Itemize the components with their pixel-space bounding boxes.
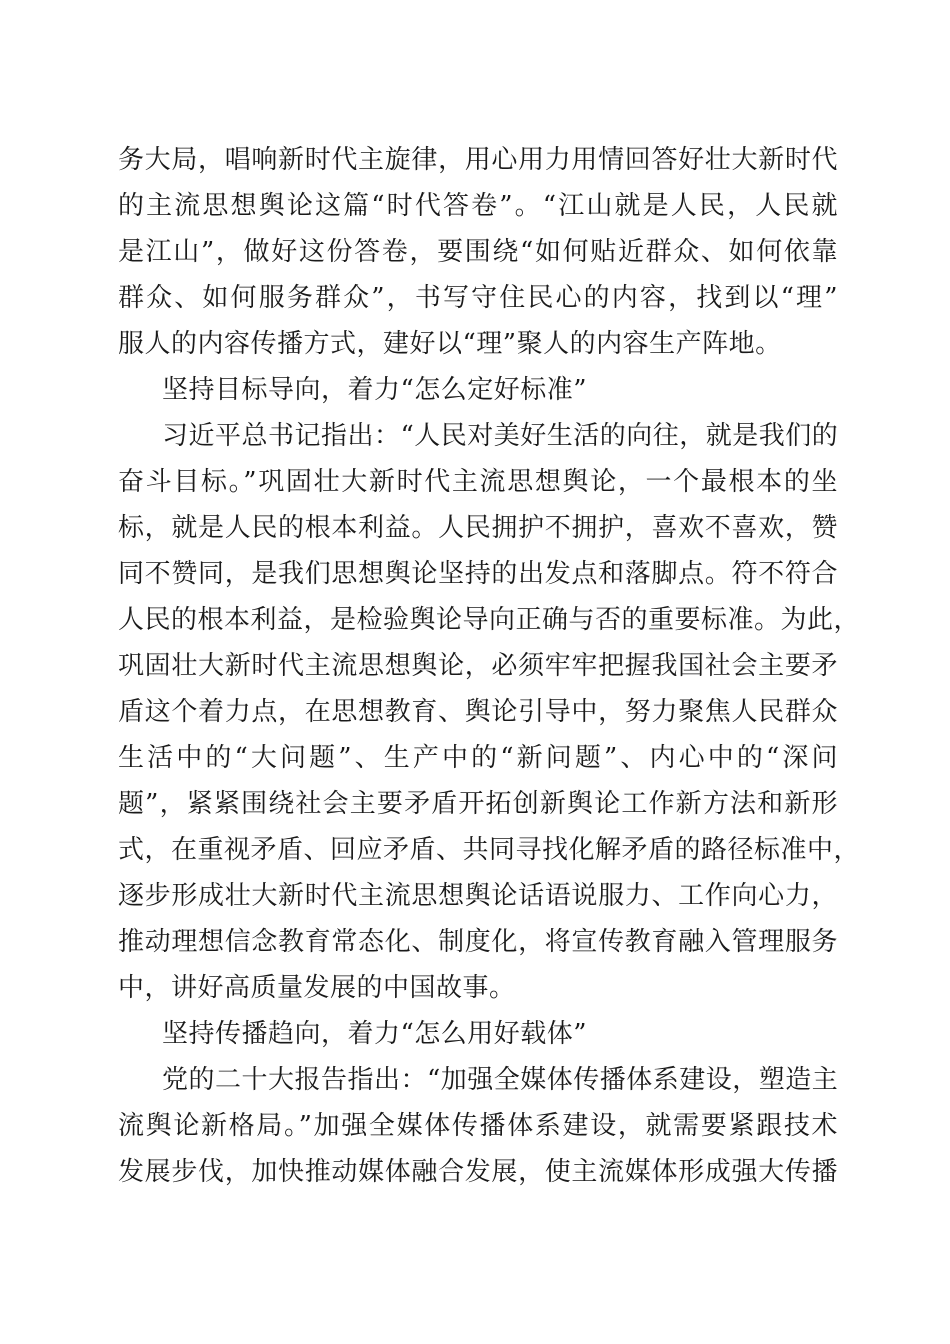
text-line: 党的二十大报告指出：“加强全媒体传播体系建设，塑造主 xyxy=(162,1065,839,1095)
text-line: 同不赞同，是我们思想舆论坚持的出发点和落脚点。符不符合 xyxy=(118,559,838,589)
text-line: 逐步形成壮大新时代主流思想舆论话语说服力、工作向心力， xyxy=(118,881,838,911)
text-line: 中，讲好高质量发展的中国故事。 xyxy=(118,973,516,1003)
section-heading: 坚持传播趋向，着力“怎么用好载体” xyxy=(162,1019,588,1049)
text-line: 式，在重视矛盾、回应矛盾、共同寻找化解矛盾的路径标准中， xyxy=(118,835,861,865)
text-line: 是江山”，做好这份答卷，要围绕“如何贴近群众、如何依靠 xyxy=(118,237,838,267)
text-line: 题”，紧紧围绕社会主要矛盾开拓创新舆论工作新方法和新形 xyxy=(118,789,838,819)
text-line: 巩固壮大新时代主流思想舆论，必须牢牢把握我国社会主要矛 xyxy=(118,651,838,681)
text-line: 的主流思想舆论这篇“时代答卷”。“江山就是人民，人民就 xyxy=(118,191,838,221)
text-line: 标，就是人民的根本利益。人民拥护不拥护，喜欢不喜欢，赞 xyxy=(118,513,838,543)
text-line: 盾这个着力点，在思想教育、舆论引导中，努力聚焦人民群众 xyxy=(118,697,838,727)
text-line: 务大局，唱响新时代主旋律，用心用力用情回答好壮大新时代 xyxy=(118,145,838,175)
text-line: 服人的内容传播方式，建好以“理”聚人的内容生产阵地。 xyxy=(118,329,782,359)
text-line: 流舆论新格局。”加强全媒体传播体系建设，就需要紧跟技术 xyxy=(118,1111,838,1141)
text-line: 群众、如何服务群众”，书写守住民心的内容，找到以“理” xyxy=(118,283,838,313)
text-line: 生活中的“大问题”、生产中的“新问题”、内心中的“深问 xyxy=(118,743,838,773)
text-line: 推动理想信念教育常态化、制度化，将宣传教育融入管理服务 xyxy=(118,927,838,957)
text-line: 人民的根本利益，是检验舆论导向正确与否的重要标准。为此， xyxy=(118,605,861,635)
text-line: 发展步伐，加快推动媒体融合发展，使主流媒体形成强大传播 xyxy=(118,1157,838,1187)
section-heading: 坚持目标导向，着力“怎么定好标准” xyxy=(162,375,588,405)
text-line: 习近平总书记指出：“人民对美好生活的向往，就是我们的 xyxy=(162,421,839,451)
text-line: 奋斗目标。”巩固壮大新时代主流思想舆论，一个最根本的坐 xyxy=(118,467,838,497)
